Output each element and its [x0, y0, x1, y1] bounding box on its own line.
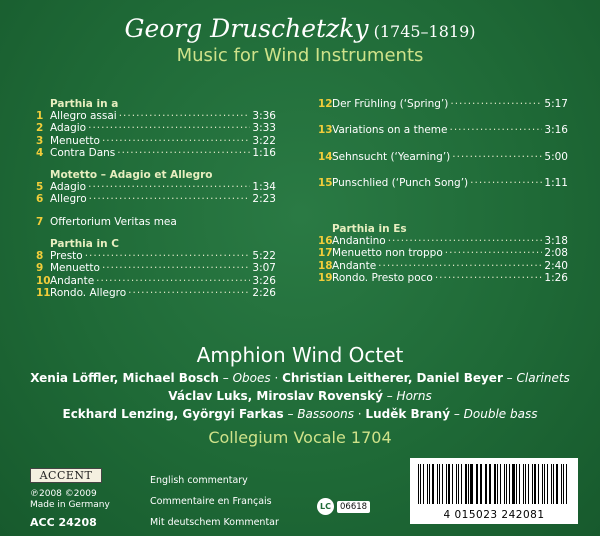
barcode-bar: [506, 464, 507, 504]
album-subtitle: Music for Wind Instruments: [176, 45, 424, 66]
track-duration: 3:33: [252, 122, 276, 135]
made-in: Made in Germany: [30, 500, 110, 510]
track-title: Contra Dans: [50, 146, 116, 159]
spacer: [318, 163, 568, 177]
leader-dots: [450, 98, 542, 110]
barcode-bar: [452, 464, 453, 504]
track-row: [36, 110, 276, 122]
leader-dots: [119, 110, 251, 122]
spacer: [318, 189, 568, 223]
track-title: Adagio: [50, 181, 87, 194]
track-title: Menuetto: [50, 262, 100, 275]
track-row: [36, 216, 276, 228]
spacer: [36, 159, 276, 169]
spacer: [318, 137, 568, 151]
track-duration: 1:26: [544, 272, 568, 285]
barcode-bar: [544, 464, 545, 504]
track-number: 12: [318, 98, 333, 110]
language-note: Mit deutschem Kommentar: [150, 517, 279, 528]
track-number: 18: [318, 259, 333, 272]
track-duration: 2:26: [252, 286, 276, 299]
barcode-bar: [563, 464, 564, 504]
lc-code: 06618: [337, 501, 370, 513]
track-title: Allegro assai: [50, 110, 117, 122]
work-title: Parthia in a: [50, 98, 119, 110]
label-info: [30, 468, 110, 528]
performer-role: Bassoons: [297, 407, 354, 421]
barcode-bar: [509, 464, 510, 504]
language-note: English commentary: [150, 475, 248, 486]
barcode-bar: [432, 464, 434, 504]
track-number: 9: [36, 262, 44, 275]
leader-dots: [85, 250, 251, 262]
track-title: Andantino: [332, 235, 386, 248]
barcode-bar: [566, 464, 568, 504]
barcode-bar: [477, 464, 478, 504]
leader-dots: [102, 135, 250, 147]
track-duration: 3:07: [252, 262, 276, 275]
performer-role: Clarinets: [516, 371, 570, 385]
accent-logo: ACCENT: [30, 468, 102, 483]
barcode-bar: [470, 464, 472, 504]
track-number: 2: [36, 122, 44, 135]
barcode-bar: [458, 464, 459, 504]
track-title: Presto: [50, 250, 83, 263]
barcode-bar: [489, 464, 491, 504]
copyright: ℗2008 ©2009: [30, 489, 97, 499]
track-title: Rondo. Allegro: [50, 286, 127, 299]
barcode-bar: [448, 464, 450, 504]
language-note: Commentaire en Français: [150, 496, 272, 507]
track-number: 17: [318, 247, 333, 260]
leader-dots: [89, 193, 251, 205]
barcode-bar: [423, 464, 425, 504]
barcode-bar: [456, 464, 457, 504]
track-duration: 1:11: [544, 176, 568, 189]
leader-dots: [128, 287, 250, 299]
barcode-bar: [497, 464, 498, 504]
barcode-bar: [468, 464, 469, 504]
leader-dots: [435, 272, 543, 284]
track-duration: 2:23: [252, 193, 276, 206]
track-duration: 1:16: [252, 146, 276, 159]
track-title: Allegro: [50, 193, 87, 206]
barcode-bar: [519, 464, 520, 504]
track-title: Andante: [332, 259, 377, 272]
spacer: [36, 228, 276, 238]
track-number: 15: [318, 176, 333, 189]
performer-role: Oboes: [232, 371, 271, 385]
choir-name: Collegium Vocale 1704: [208, 428, 392, 447]
track-number: 19: [318, 272, 333, 285]
leader-dots: [452, 151, 542, 163]
barcode-bar: [485, 464, 486, 504]
leader-dots: [117, 147, 250, 159]
composer-dates: (1745–1819): [373, 22, 476, 41]
barcode-bar: [516, 464, 518, 504]
leader-dots: [88, 122, 250, 134]
track-duration: 3:26: [252, 274, 276, 287]
track-row: [318, 151, 568, 163]
track-title: Menuetto non troppo: [332, 247, 443, 260]
tracklist-left: [36, 98, 276, 299]
barcode-bar: [429, 464, 430, 504]
barcode-bar: [547, 464, 548, 504]
track-row: [36, 275, 276, 287]
track-title: Sehnsucht (‘Yearning’): [332, 150, 451, 163]
barcode-bar: [561, 464, 562, 504]
track-duration: 5:00: [544, 150, 568, 163]
performers-line-1: Xenia Löffler, Michael Bosch – Oboes · Christian Leitherer, Daniel Beyer – Clarinets: [30, 371, 570, 385]
spacer: [318, 110, 568, 124]
track-title: Der Frühling (‘Spring’): [332, 98, 449, 110]
barcode-bar: [500, 464, 502, 504]
tracklist-right: [318, 98, 568, 284]
track-row: [318, 272, 568, 284]
track-number: 13: [318, 124, 333, 137]
lc-icon: LC: [317, 498, 334, 515]
track-title: Variations on a theme: [332, 124, 448, 137]
barcode-bar: [523, 464, 524, 504]
barcode-bar: [538, 464, 539, 504]
track-duration: 3:36: [252, 110, 276, 122]
track-duration: 5:22: [252, 250, 276, 263]
track-row: [36, 147, 276, 159]
ensemble-name: Amphion Wind Octet: [196, 343, 404, 367]
leader-dots: [445, 247, 543, 259]
performers: [0, 369, 600, 423]
track-number: 14: [318, 150, 333, 163]
barcode: [410, 458, 578, 524]
leader-dots: [88, 181, 250, 193]
barcode-bar: [486, 464, 487, 504]
track-number: 8: [36, 250, 44, 263]
barcode-bar: [439, 464, 440, 504]
leader-dots: [388, 235, 543, 247]
track-row: [318, 247, 568, 259]
barcode-bar: [437, 464, 439, 504]
barcode-number: 4 015023 242081: [443, 509, 545, 521]
track-row: [318, 124, 568, 136]
barcode-bar: [553, 464, 554, 504]
track-duration: 3:18: [544, 235, 568, 248]
track-number: 11: [36, 286, 51, 299]
work-title: Parthia in Es: [332, 223, 407, 236]
barcode-bar: [504, 464, 505, 504]
track-number: 10: [36, 274, 51, 287]
track-duration: 1:34: [252, 181, 276, 194]
track-number: 6: [36, 193, 44, 206]
track-duration: 5:17: [544, 98, 568, 110]
track-row: [318, 177, 568, 189]
track-title: Menuetto: [50, 134, 100, 147]
track-row: [36, 135, 276, 147]
track-row: [36, 122, 276, 134]
track-row: [36, 181, 276, 193]
track-number: 7: [36, 215, 44, 228]
track-number: 4: [36, 146, 44, 159]
track-title: Offertorium Veritas mea: [50, 215, 177, 228]
leader-dots: [450, 124, 543, 136]
barcode-bar: [534, 464, 536, 504]
track-row: [36, 250, 276, 262]
leader-dots: [470, 177, 542, 189]
barcode-bar: [420, 464, 421, 504]
track-number: 16: [318, 235, 333, 248]
performers-line-2: Václav Luks, Miroslav Rovenský – Horns: [168, 389, 432, 403]
leader-dots: [378, 260, 542, 272]
barcode-bar: [418, 464, 419, 504]
barcode-bar: [525, 464, 527, 504]
composer-name: Georg Druschetzky: [124, 14, 369, 43]
track-number: 1: [36, 110, 44, 122]
leader-dots: [96, 275, 250, 287]
track-duration: 2:08: [544, 247, 568, 260]
barcode-bar: [427, 464, 428, 504]
barcode-bar: [461, 464, 463, 504]
barcode-bar: [465, 464, 467, 504]
performer-role: Double bass: [463, 407, 538, 421]
track-row: [36, 287, 276, 299]
track-number: 5: [36, 181, 44, 194]
track-title: Adagio: [50, 122, 87, 135]
barcode-bars: [418, 464, 570, 504]
track-title: Punschlied (‘Punch Song’): [332, 176, 469, 189]
barcode-bar: [542, 464, 544, 504]
barcode-bar: [480, 464, 482, 504]
track-duration: 2:40: [544, 259, 568, 272]
barcode-bar: [442, 464, 443, 504]
track-row: [36, 193, 276, 205]
work-title: Parthia in C: [50, 238, 119, 251]
track-number: 3: [36, 134, 44, 147]
track-duration: 3:16: [544, 124, 568, 137]
language-notes: [150, 470, 279, 533]
barcode-bar: [532, 464, 533, 504]
barcode-bar: [512, 464, 514, 504]
label-code: [317, 498, 370, 515]
performer-names: Xenia Löffler, Michael Bosch: [30, 371, 219, 385]
work-title: Motetto – Adagio et Allegro: [50, 169, 213, 182]
track-row: [36, 262, 276, 274]
leader-dots: [102, 262, 250, 274]
performers-line-3: Eckhard Lenzing, Györgyi Farkas – Bassoons · Luděk Braný – Double bass: [62, 407, 538, 421]
barcode-bar: [528, 464, 529, 504]
performer-names: Christian Leitherer, Daniel Beyer: [282, 371, 503, 385]
barcode-bar: [551, 464, 553, 504]
performer-role: Horns: [396, 389, 432, 403]
track-duration: 3:22: [252, 134, 276, 147]
track-row: [318, 260, 568, 272]
track-title: Andante: [50, 274, 95, 287]
barcode-bar: [476, 464, 477, 504]
performer-names: Eckhard Lenzing, Györgyi Farkas: [62, 407, 284, 421]
performer-names: Luděk Braný: [365, 407, 451, 421]
barcode-bar: [494, 464, 496, 504]
catalog-number: ACC 24208: [30, 516, 97, 529]
track-row: [318, 235, 568, 247]
spacer: [36, 206, 276, 216]
track-row: [318, 98, 568, 110]
header: [0, 14, 600, 66]
barcode-bar: [556, 464, 558, 504]
barcode-bar: [446, 464, 448, 504]
track-title: Rondo. Presto poco: [332, 272, 433, 285]
performer-names: Václav Luks, Miroslav Rovenský: [168, 389, 383, 403]
